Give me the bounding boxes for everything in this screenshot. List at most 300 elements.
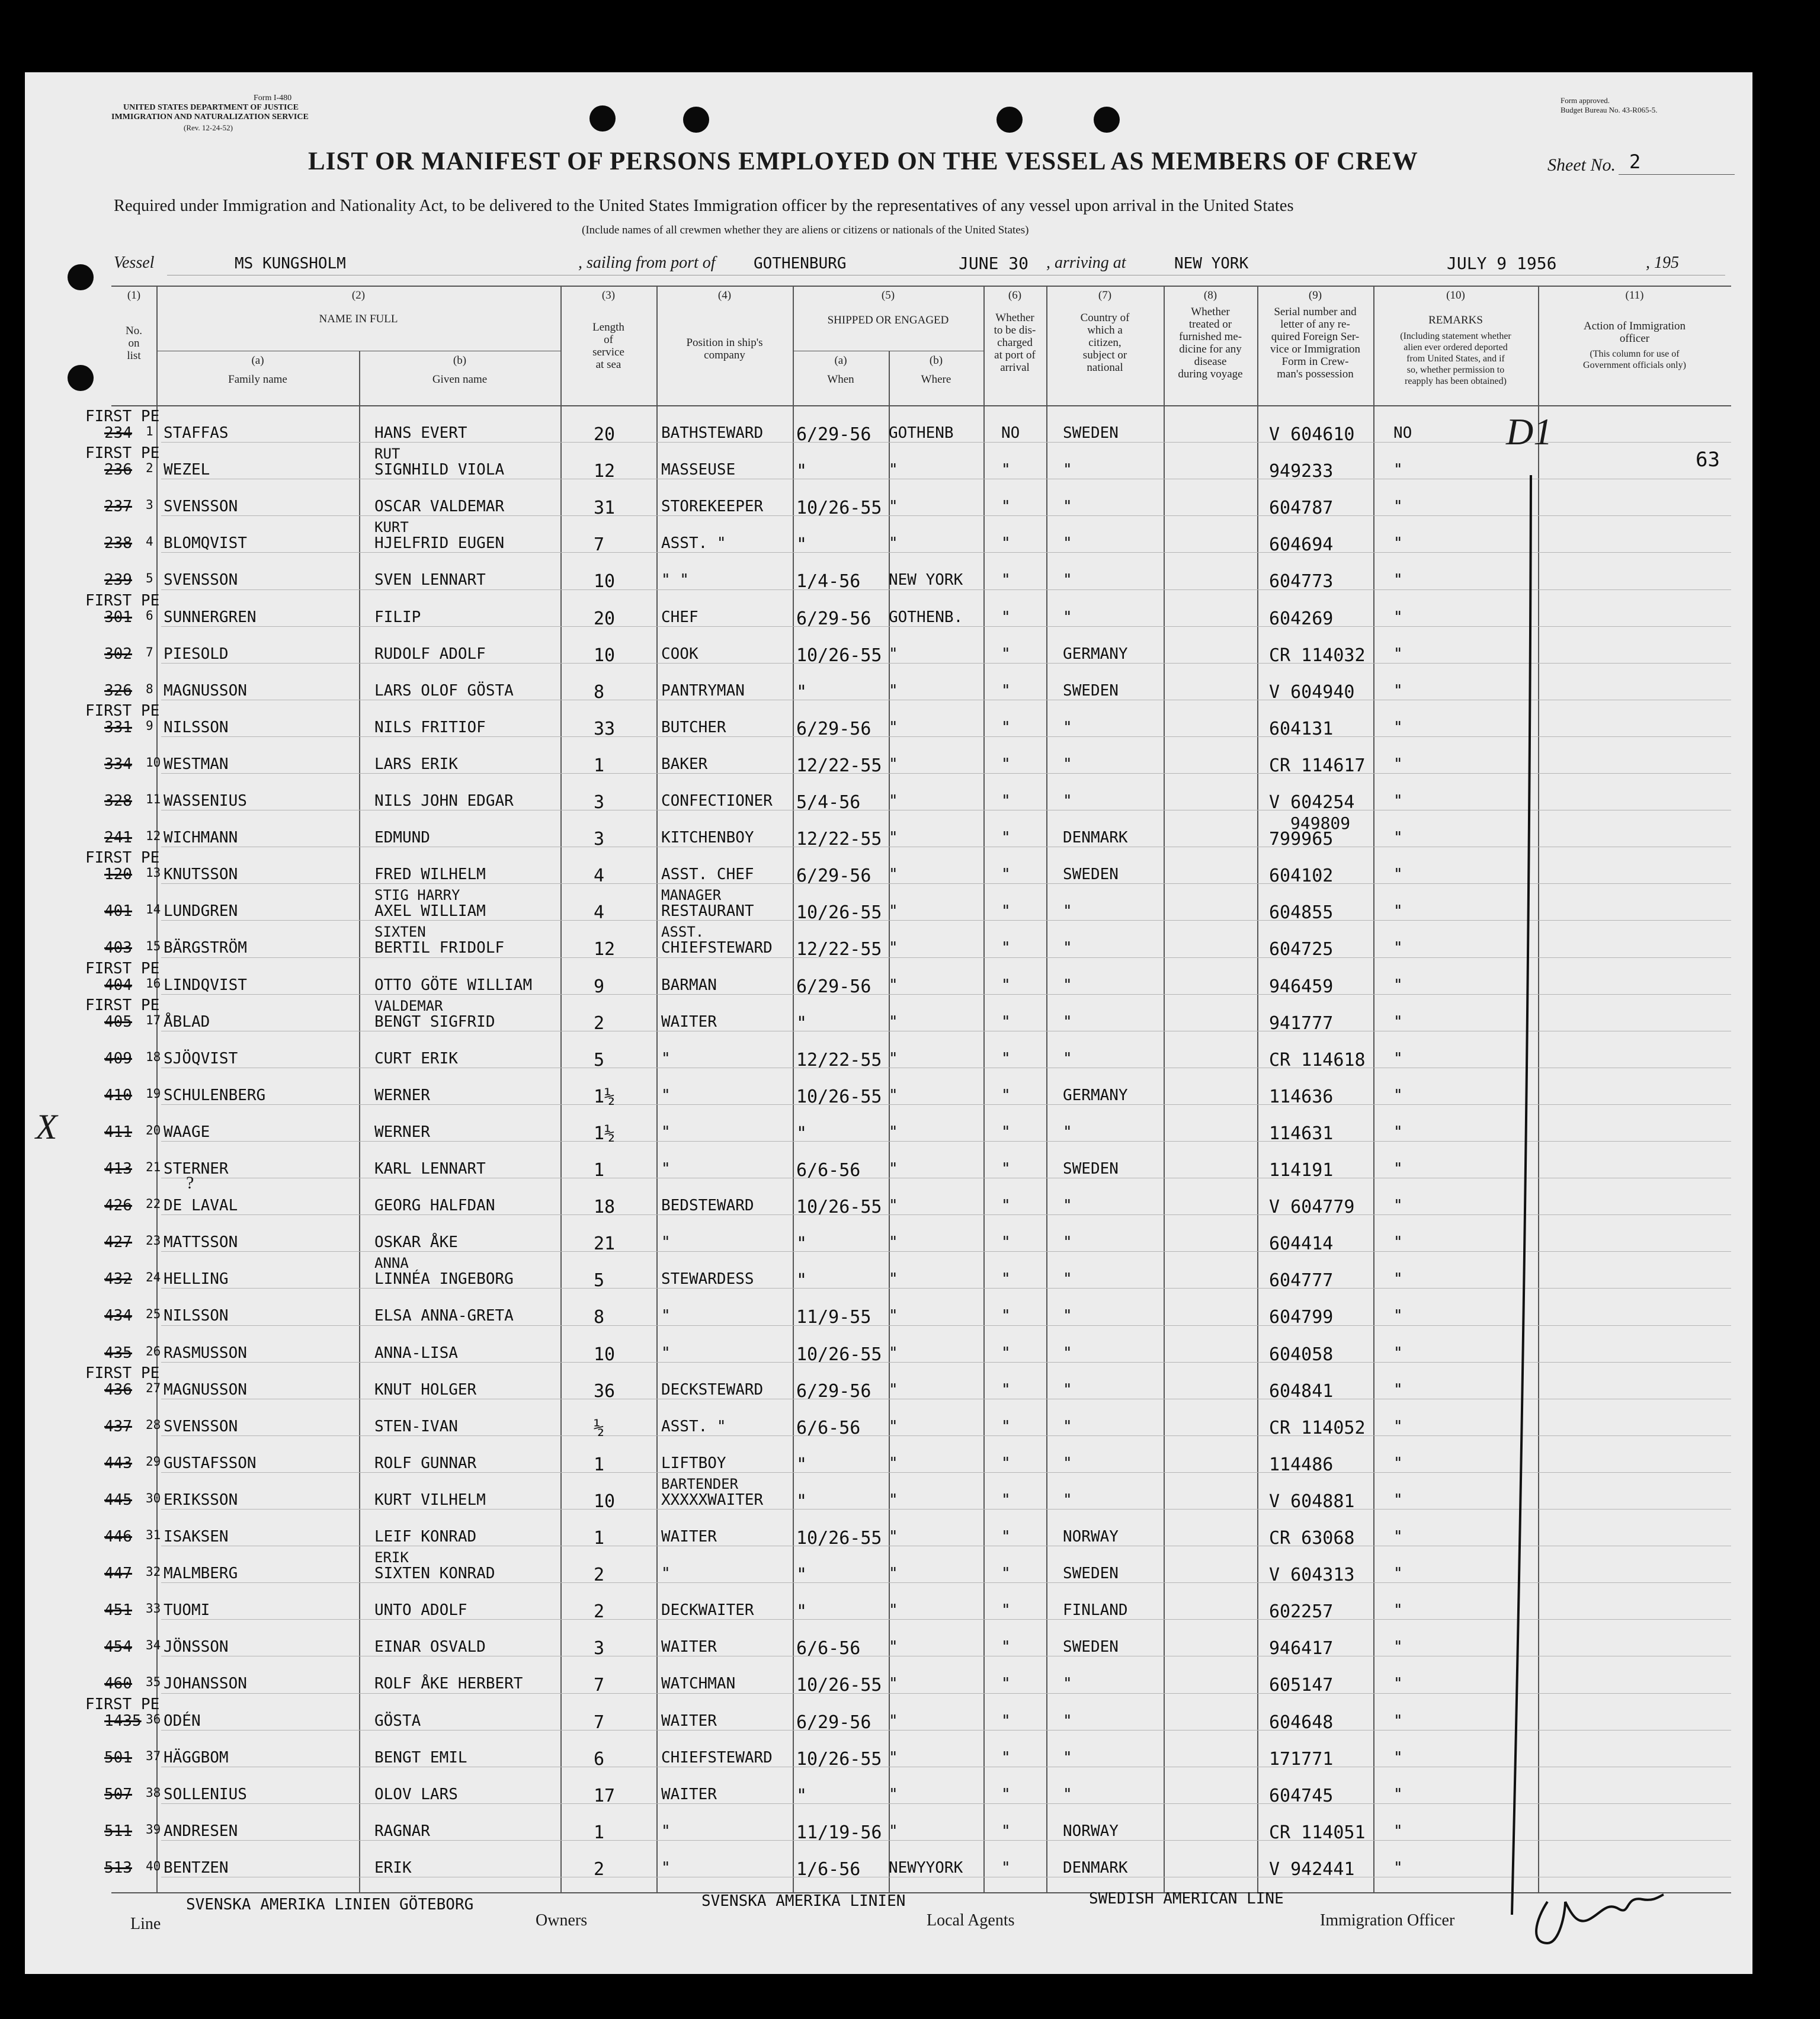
cell-dis: " xyxy=(1001,976,1011,994)
list-number: 24 xyxy=(146,1270,161,1285)
cell-rem: " xyxy=(1393,866,1403,884)
cell-ctry: " xyxy=(1063,608,1072,626)
first-pe-note: FIRST PE xyxy=(85,849,160,867)
col-8-number: (8) xyxy=(1203,289,1217,302)
cell-los: 5 xyxy=(594,1270,605,1291)
cell-when: " xyxy=(796,1785,808,1806)
cell-dis: " xyxy=(1001,1675,1011,1693)
col-6-label: Whether to be dis- charged at port of arrival xyxy=(994,312,1036,374)
cell-serial: 604058 xyxy=(1269,1344,1334,1365)
cell-given: OLOV LARS xyxy=(374,1785,458,1803)
cell-pos: CHIEFSTEWARD xyxy=(661,1748,773,1767)
cell-ctry: " xyxy=(1063,1417,1072,1435)
agents-label: Local Agents xyxy=(927,1911,1015,1930)
col-8-label: Whether treated or furnished me- dicine for any disease during voyage xyxy=(1178,306,1243,380)
cell-serial: 114191 xyxy=(1269,1160,1334,1181)
list-number: 8 xyxy=(146,681,153,696)
cell-dis: " xyxy=(1001,1197,1011,1215)
cell-family: HELLING xyxy=(164,1270,229,1289)
cell-dis: " xyxy=(1001,1858,1011,1877)
cell-given: ERIK xyxy=(374,1858,412,1877)
cell-family: WEZEL xyxy=(164,461,210,479)
col-5-number: (5) xyxy=(881,289,895,302)
departure-port: GOTHENBURG xyxy=(754,255,847,273)
cell-pos: WAITER xyxy=(661,1712,717,1730)
cell-given: OSCAR VALDEMAR xyxy=(374,498,505,516)
row-divider xyxy=(161,442,1731,443)
sailing-date: JUNE 30 xyxy=(959,254,1029,273)
list-number: 9 xyxy=(146,718,153,733)
cell-where: " xyxy=(889,866,898,884)
cell-dis: " xyxy=(1001,1822,1011,1840)
cell-ctry: " xyxy=(1063,976,1072,994)
cell-where: " xyxy=(889,1491,898,1509)
col-5a-number: (a) xyxy=(834,354,847,367)
cell-given: ANNA-LISA xyxy=(374,1344,458,1362)
cell-pos: " xyxy=(661,1123,671,1141)
cell-where: " xyxy=(889,1417,898,1435)
given-name-above: ANNA xyxy=(374,1255,409,1272)
cell-rem: " xyxy=(1393,1638,1403,1656)
cell-family: SOLLENIUS xyxy=(164,1785,247,1803)
cell-los: 4 xyxy=(594,866,605,887)
cell-dis: " xyxy=(1001,939,1011,957)
cell-los: 36 xyxy=(594,1380,616,1402)
cell-ctry: " xyxy=(1063,792,1072,810)
cell-dis: " xyxy=(1001,1638,1011,1656)
row-divider xyxy=(161,1288,1731,1289)
cell-los: 2 xyxy=(594,1601,605,1623)
subtitle-note: (Include names of all crewmen whether they are aliens or citizens or nationals of the United States) xyxy=(582,224,1029,236)
cell-given: GÖSTA xyxy=(374,1712,421,1730)
cell-when: 6/29-56 xyxy=(796,1712,871,1733)
cell-dis: " xyxy=(1001,1528,1011,1546)
given-name-above: SIXTEN xyxy=(374,924,426,941)
cell-rem: " xyxy=(1393,571,1403,589)
cell-pos: " xyxy=(661,1086,671,1104)
cell-ctry: " xyxy=(1063,755,1072,773)
cell-pos: LIFTBOY xyxy=(661,1454,726,1472)
cell-dis: " xyxy=(1001,1491,1011,1509)
cell-family: ÅBLAD xyxy=(164,1012,210,1031)
cell-ctry: " xyxy=(1063,1307,1072,1325)
cell-pos: " xyxy=(661,1858,671,1877)
cell-rem: " xyxy=(1393,1233,1403,1252)
cell-ctry: GERMANY xyxy=(1063,645,1128,663)
old-list-number: 120 xyxy=(104,866,132,884)
service: IMMIGRATION AND NATURALIZATION SERVICE xyxy=(111,113,309,121)
arrival-date: JULY 9 1956 xyxy=(1447,254,1557,273)
list-number: 13 xyxy=(146,866,161,880)
cell-dis: " xyxy=(1001,718,1011,736)
cell-los: 1 xyxy=(594,1822,605,1843)
list-number: 34 xyxy=(146,1638,161,1653)
cell-given: BENGT EMIL xyxy=(374,1748,467,1767)
col-5b-number: (b) xyxy=(929,354,943,367)
cell-ctry: " xyxy=(1063,1012,1072,1031)
officer-signature-icon xyxy=(1524,1878,1666,1955)
cell-los: 7 xyxy=(594,534,605,556)
cell-ctry: " xyxy=(1063,1491,1072,1509)
cell-pos: ASST. " xyxy=(661,1417,726,1435)
cell-rem: " xyxy=(1393,902,1403,921)
cell-where: " xyxy=(889,1233,898,1252)
cell-los: 2 xyxy=(594,1565,605,1586)
old-list-number: 237 xyxy=(104,498,132,516)
cell-when: 6/29-56 xyxy=(796,1380,871,1402)
list-number: 28 xyxy=(146,1417,161,1432)
revision: (Rev. 12-24-52) xyxy=(184,123,233,132)
row-divider xyxy=(161,1141,1731,1142)
list-number: 19 xyxy=(146,1086,161,1101)
cell-los: 2 xyxy=(594,1858,605,1880)
cell-family: GUSTAFSSON xyxy=(164,1454,257,1472)
cell-dis: " xyxy=(1001,1712,1011,1730)
cell-where: " xyxy=(889,1380,898,1399)
vessel-name: MS KUNGSHOLM xyxy=(235,255,346,273)
cell-ctry: " xyxy=(1063,1748,1072,1767)
cell-pos: ASST. CHEF xyxy=(661,866,754,884)
cell-los: 10 xyxy=(594,645,616,666)
old-list-number: 447 xyxy=(104,1565,132,1583)
cell-when: 12/22-55 xyxy=(796,939,882,960)
cell-family: PIESOLD xyxy=(164,645,229,663)
cell-pos: " xyxy=(661,1160,671,1178)
row-divider xyxy=(161,1509,1731,1510)
cell-dis: " xyxy=(1001,571,1011,589)
cell-given: LARS ERIK xyxy=(374,755,458,773)
cell-given: GEORG HALFDAN xyxy=(374,1197,495,1215)
cell-family: BLOMQVIST xyxy=(164,534,247,553)
list-number: 33 xyxy=(146,1601,161,1616)
cell-serial: 604725 xyxy=(1269,939,1334,960)
cell-serial: 171771 xyxy=(1269,1748,1334,1770)
cell-serial: 604131 xyxy=(1269,718,1334,739)
cell-where: " xyxy=(889,498,898,516)
cell-ctry: " xyxy=(1063,1380,1072,1399)
arriving-label: , arriving at xyxy=(1046,254,1126,272)
cell-family: MAGNUSSON xyxy=(164,681,247,700)
cell-family: WICHMANN xyxy=(164,829,238,847)
old-list-number: 432 xyxy=(104,1270,132,1289)
count-63: 63 xyxy=(1696,448,1720,472)
col-2-number: (2) xyxy=(351,289,366,302)
row-divider xyxy=(161,1214,1731,1215)
col-4-label: Position in ship's company xyxy=(686,336,763,361)
old-list-number: 301 xyxy=(104,608,132,626)
cell-ctry: " xyxy=(1063,1785,1072,1803)
cell-where: " xyxy=(889,976,898,994)
cell-family: BENTZEN xyxy=(164,1858,229,1877)
cell-where: " xyxy=(889,902,898,921)
cell-los: 31 xyxy=(594,498,616,519)
old-list-number: 241 xyxy=(104,829,132,847)
cell-when: 12/22-55 xyxy=(796,1049,882,1071)
cell-family: NILSSON xyxy=(164,1307,229,1325)
old-list-number: 334 xyxy=(104,755,132,773)
cell-los: 4 xyxy=(594,902,605,924)
remark-d1: D1 xyxy=(1506,411,1553,453)
department: UNITED STATES DEPARTMENT OF JUSTICE xyxy=(123,103,299,112)
cell-pos: " xyxy=(661,1049,671,1068)
cell-where: " xyxy=(889,461,898,479)
cell-where: " xyxy=(889,1344,898,1362)
cell-serial: CR 114618 xyxy=(1269,1049,1366,1071)
cell-when: 10/26-55 xyxy=(796,1086,882,1107)
cell-serial: CR 63068 xyxy=(1269,1528,1355,1549)
given-name-above: RUT xyxy=(374,446,400,463)
cell-serial: 604745 xyxy=(1269,1785,1334,1806)
cell-dis: " xyxy=(1001,645,1011,663)
cell-dis: NO xyxy=(1001,424,1020,442)
old-list-number: 451 xyxy=(104,1601,132,1620)
cell-los: 33 xyxy=(594,718,616,739)
cell-given: ROLF GUNNAR xyxy=(374,1454,477,1472)
row-divider xyxy=(161,1803,1731,1804)
cell-where: " xyxy=(889,645,898,663)
cell-family: LINDQVIST xyxy=(164,976,247,994)
cell-los: 10 xyxy=(594,1491,616,1512)
cell-when: " xyxy=(796,534,808,556)
old-list-number: 413 xyxy=(104,1160,132,1178)
cell-when: 6/29-56 xyxy=(796,718,871,739)
cell-serial: CR 114032 xyxy=(1269,645,1366,666)
cell-pos: WAITER xyxy=(661,1528,717,1546)
cell-rem: " xyxy=(1393,534,1403,553)
cell-where: " xyxy=(889,1160,898,1178)
list-number: 35 xyxy=(146,1675,161,1690)
old-list-number: 435 xyxy=(104,1344,132,1362)
cell-rem: " xyxy=(1393,1454,1403,1472)
cell-when: 6/6-56 xyxy=(796,1160,861,1181)
first-pe-note: FIRST PE xyxy=(85,959,160,978)
old-list-number: 511 xyxy=(104,1822,132,1840)
cell-family: LUNDGREN xyxy=(164,902,238,921)
sailing-label: , sailing from port of xyxy=(578,254,716,272)
cell-where: " xyxy=(889,792,898,810)
given-name-above: ERIK xyxy=(374,1549,409,1566)
cell-when: 10/26-55 xyxy=(796,902,882,924)
list-number: 16 xyxy=(146,976,161,991)
cell-given: ELSA ANNA-GRETA xyxy=(374,1307,514,1325)
cell-when: 11/9-55 xyxy=(796,1307,871,1328)
cell-ctry: " xyxy=(1063,1712,1072,1730)
row-divider xyxy=(161,1582,1731,1583)
cell-ctry: DENMARK xyxy=(1063,829,1128,847)
old-list-number: 513 xyxy=(104,1858,132,1877)
cell-family: ANDRESEN xyxy=(164,1822,238,1840)
cell-dis: " xyxy=(1001,1012,1011,1031)
cell-dis: " xyxy=(1001,792,1011,810)
cell-los: 20 xyxy=(594,608,616,629)
old-list-number: 426 xyxy=(104,1197,132,1215)
cell-rem: " xyxy=(1393,1675,1403,1693)
cell-ctry: " xyxy=(1063,571,1072,589)
cell-pos: " xyxy=(661,1233,671,1252)
cell-family: BÄRGSTRÖM xyxy=(164,939,247,957)
cell-pos: WAITER xyxy=(661,1785,717,1803)
row-divider xyxy=(161,1840,1731,1841)
cell-serial: V 604254 xyxy=(1269,792,1355,813)
form-number: Form I-480 xyxy=(254,94,292,102)
cell-when: " xyxy=(796,1454,808,1475)
cell-los: 10 xyxy=(594,1344,616,1365)
col-11-sublabel: (This column for use of Government officials only) xyxy=(1583,349,1686,370)
first-pe-note: FIRST PE xyxy=(85,444,160,463)
list-number: 20 xyxy=(146,1123,161,1137)
cell-dis: " xyxy=(1001,902,1011,921)
old-list-number: 501 xyxy=(104,1748,132,1767)
cell-when: " xyxy=(796,1601,808,1623)
cell-ctry: SWEDEN xyxy=(1063,1638,1119,1656)
cell-pos: MASSEUSE xyxy=(661,461,736,479)
cell-family: WESTMAN xyxy=(164,755,229,773)
cell-rem: " xyxy=(1393,1491,1403,1509)
first-pe-note: FIRST PE xyxy=(85,408,160,425)
cell-family: SVENSSON xyxy=(164,498,238,516)
cell-serial: 604773 xyxy=(1269,571,1334,592)
col-2-label: NAME IN FULL xyxy=(319,313,398,325)
cell-dis: " xyxy=(1001,1748,1011,1767)
given-name-above: STIG HARRY xyxy=(374,887,460,904)
cell-family: NILSSON xyxy=(164,718,229,736)
list-number: 23 xyxy=(146,1233,161,1248)
cell-rem: " xyxy=(1393,1123,1403,1141)
cell-family: MAGNUSSON xyxy=(164,1380,247,1399)
cell-pos: " xyxy=(661,1822,671,1840)
arrival-port: NEW YORK xyxy=(1174,255,1249,273)
cell-when: 10/26-55 xyxy=(796,1748,882,1770)
cell-where: " xyxy=(889,1528,898,1546)
cell-where: " xyxy=(889,1675,898,1693)
cell-given: SIXTEN KONRAD xyxy=(374,1565,495,1583)
cell-ctry: " xyxy=(1063,1270,1072,1289)
list-number: 40 xyxy=(146,1858,161,1873)
col-9-label: Serial number and letter of any re- quired Foreign Ser- vice or Immigration Form in Crew- man's possession xyxy=(1270,306,1360,380)
cell-serial: V 604610 xyxy=(1269,424,1355,445)
cell-family: SJÖQVIST xyxy=(164,1049,238,1068)
cell-given: HJELFRID EUGEN xyxy=(374,534,505,553)
list-number: 6 xyxy=(146,608,153,623)
list-number: 22 xyxy=(146,1197,161,1212)
cell-when: " xyxy=(796,681,808,703)
list-number: 21 xyxy=(146,1160,161,1174)
cell-rem: " xyxy=(1393,498,1403,516)
cell-given: SVEN LENNART xyxy=(374,571,486,589)
cell-serial: V 942441 xyxy=(1269,1858,1355,1880)
old-list-number: 460 xyxy=(104,1675,132,1693)
old-list-number: 437 xyxy=(104,1417,132,1435)
cell-given: CURT ERIK xyxy=(374,1049,458,1068)
cell-ctry: " xyxy=(1063,902,1072,921)
cell-dis: " xyxy=(1001,1785,1011,1803)
list-number: 11 xyxy=(146,792,161,806)
cell-family: HÄGGBOM xyxy=(164,1748,229,1767)
cell-family: MATTSSON xyxy=(164,1233,238,1252)
position-above: BARTENDER xyxy=(661,1475,739,1492)
agents-value: SWEDISH AMERICAN LINE xyxy=(1089,1890,1284,1908)
cell-family: SCHULENBERG xyxy=(164,1086,266,1104)
officer-label: Immigration Officer xyxy=(1320,1911,1455,1930)
cell-serial: 604787 xyxy=(1269,498,1334,519)
cell-pos: " xyxy=(661,1307,671,1325)
cell-family: WASSENIUS xyxy=(164,792,247,810)
cell-serial: 946459 xyxy=(1269,976,1334,997)
col-2a-number: (a) xyxy=(251,354,264,367)
old-list-number: 409 xyxy=(104,1049,132,1068)
cell-pos: BARMAN xyxy=(661,976,717,994)
cell-dis: " xyxy=(1001,1565,1011,1583)
cell-dis: " xyxy=(1001,608,1011,626)
cell-where: " xyxy=(889,1785,898,1803)
sheet-label: Sheet No. xyxy=(1547,155,1616,175)
old-list-number: 331 xyxy=(104,718,132,736)
cell-given: FILIP xyxy=(374,608,421,626)
cell-when: " xyxy=(796,461,808,482)
cell-ctry: FINLAND xyxy=(1063,1601,1128,1620)
old-list-number: 328 xyxy=(104,792,132,810)
cell-serial: CR 114051 xyxy=(1269,1822,1366,1843)
old-list-number: 434 xyxy=(104,1307,132,1325)
cell-where: " xyxy=(889,1270,898,1289)
cell-where: " xyxy=(889,1565,898,1583)
cell-serial: 605147 xyxy=(1269,1675,1334,1696)
list-number: 15 xyxy=(146,939,161,954)
cell-family: ERIKSSON xyxy=(164,1491,238,1509)
cell-los: 3 xyxy=(594,829,605,850)
cell-where: " xyxy=(889,829,898,847)
cell-serial: 604777 xyxy=(1269,1270,1334,1291)
list-number: 32 xyxy=(146,1565,161,1579)
list-number: 4 xyxy=(146,534,153,549)
cell-given: SIGNHILD VIOLA xyxy=(374,461,505,479)
cell-rem: " xyxy=(1393,1565,1403,1583)
cell-family: ISAKSEN xyxy=(164,1528,229,1546)
col-11-label: Action of Immigration officer xyxy=(1583,320,1686,345)
cell-los: 17 xyxy=(594,1785,616,1806)
row-divider xyxy=(161,994,1731,995)
cell-rem: " xyxy=(1393,1822,1403,1840)
cell-given: NILS JOHN EDGAR xyxy=(374,792,514,810)
cell-given: EDMUND xyxy=(374,829,430,847)
col-7-label: Country of which a citizen, subject or national xyxy=(1080,312,1130,374)
old-list-number: 436 xyxy=(104,1380,132,1399)
cell-when: 5/4-56 xyxy=(796,792,861,813)
cell-given: OTTO GÖTE WILLIAM xyxy=(374,976,533,994)
cell-rem: " xyxy=(1393,718,1403,736)
cell-los: 5 xyxy=(594,1049,605,1071)
cell-when: " xyxy=(796,1123,808,1144)
crew-rows xyxy=(25,72,1752,1974)
col-3-label: Length of service at sea xyxy=(592,321,624,371)
list-number: 30 xyxy=(146,1491,161,1505)
cell-where: " xyxy=(889,939,898,957)
cell-serial: 604414 xyxy=(1269,1233,1334,1255)
cell-rem: " xyxy=(1393,1307,1403,1325)
old-list-number: 236 xyxy=(104,461,132,479)
cell-when: " xyxy=(796,1233,808,1255)
cell-when: 6/29-56 xyxy=(796,866,871,887)
subtitle: Required under Immigration and Nationality Act, to be delivered to the United States Immigration officer by the representatives of any vessel upon arrival in the United States xyxy=(114,197,1294,215)
col-11-number: (11) xyxy=(1625,289,1644,302)
cell-los: 20 xyxy=(594,424,616,445)
cell-pos: CHEF xyxy=(661,608,698,626)
list-number: 10 xyxy=(146,755,161,770)
first-pe-note: FIRST PE xyxy=(85,591,160,610)
cell-family: ODÉN xyxy=(164,1712,201,1730)
cell-ctry: " xyxy=(1063,1197,1072,1215)
row-divider xyxy=(161,736,1731,737)
